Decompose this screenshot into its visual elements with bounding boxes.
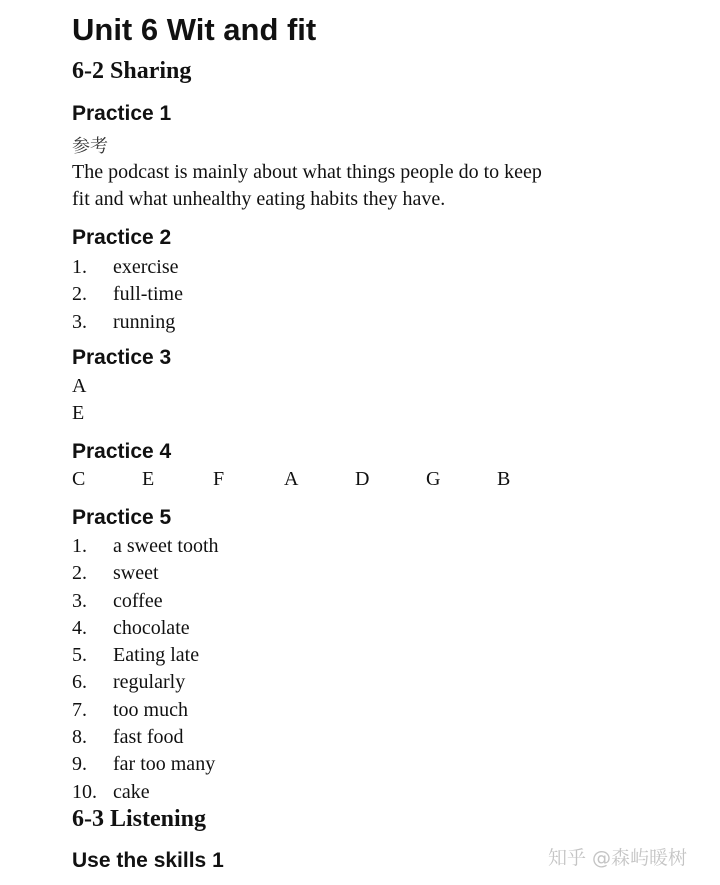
item-number: 2. [72,562,87,585]
answer-letter: D [355,468,370,490]
item-text: too much [113,698,188,721]
item-text: full-time [113,283,183,306]
list-item [72,309,183,336]
practice-1-title: Practice 1 [72,102,172,125]
list-item [72,642,219,669]
list-item [72,281,183,308]
section-title-sharing: 6-2 Sharing [72,58,192,84]
item-number: 5. [72,644,87,667]
item-number: 4. [72,616,87,639]
item-number: 1. [72,256,87,278]
item-number: 3. [72,310,87,333]
list-item [72,588,219,615]
item-text: Eating late [113,644,200,667]
answer-letter: A [284,468,299,490]
list-item [72,697,219,724]
unit-title: Unit 6 Wit and fit [72,12,317,47]
item-number: 8. [72,726,87,749]
practice-4-answers [72,468,552,494]
list-item [72,779,219,806]
practice-3-answer-2: E [72,402,85,424]
list-item [72,751,219,778]
answer-letter: E [142,468,155,490]
practice-3-title: Practice 3 [72,346,172,369]
practice-4-title: Practice 4 [72,440,172,463]
practice-5-list [72,533,219,806]
practice-5-title: Practice 5 [72,506,172,529]
item-number: 9. [72,753,87,776]
list-item [72,533,219,560]
item-number: 10. [72,780,97,803]
item-text: exercise [113,256,179,278]
answer-letter: F [213,468,225,490]
use-the-skills-title: Use the skills 1 [72,849,224,872]
practice-2-title: Practice 2 [72,226,172,249]
reference-label: 参考 [72,136,108,156]
practice-2-list [72,254,183,336]
practice-1-line-2: fit and what unhealthy eating habits they have. [72,188,446,210]
section-title-listening: 6-3 Listening [72,806,207,832]
item-text: coffee [113,589,163,612]
item-text: sweet [113,562,159,585]
practice-3-answer-1: A [72,375,87,397]
item-text: chocolate [113,616,190,639]
item-text: cake [113,780,150,803]
list-item [72,254,183,281]
list-item [72,560,219,587]
answer-letter: G [426,468,441,490]
item-text: running [113,310,176,333]
answer-letter: B [497,468,511,490]
list-item [72,669,219,696]
item-number: 7. [72,698,87,721]
item-text: fast food [113,726,184,749]
watermark: 知乎 @森屿暖树 [548,847,688,869]
item-text: regularly [113,671,186,694]
item-number: 3. [72,589,87,612]
item-number: 2. [72,283,87,306]
answer-letter: C [72,468,86,490]
list-item [72,724,219,751]
practice-1-line-1: The podcast is mainly about what things people do to keep [72,161,542,183]
item-text: far too many [113,753,216,776]
list-item [72,615,219,642]
item-text: a sweet tooth [113,535,219,557]
item-number: 6. [72,671,87,694]
item-number: 1. [72,535,87,557]
